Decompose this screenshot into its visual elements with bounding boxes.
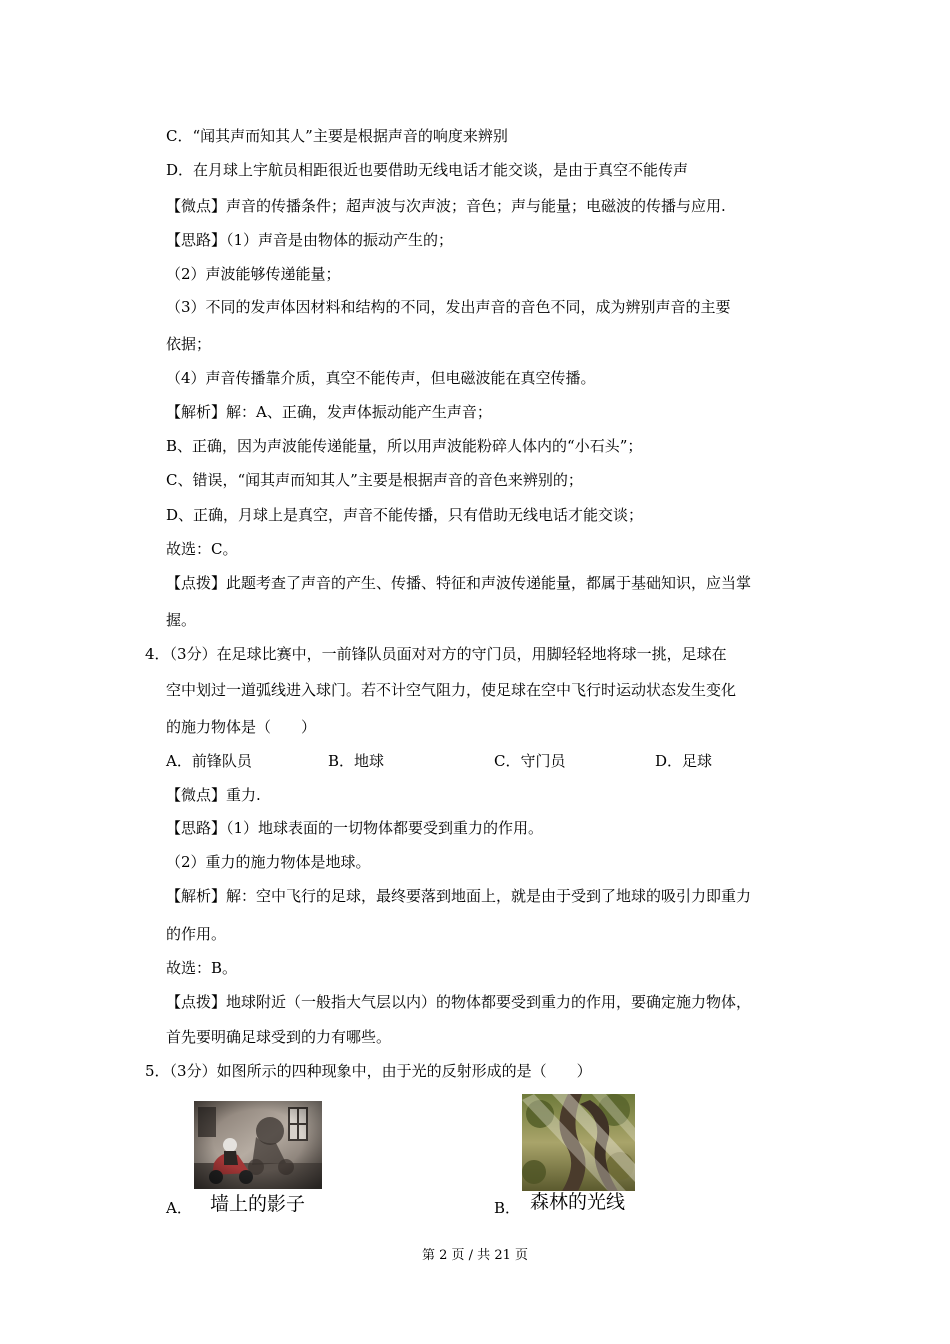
text-line: 【思路】（1）声音是由物体的振动产生的； [166, 231, 454, 249]
text-line: （2）声波能够传递能量； [166, 265, 341, 283]
text-line: 依据； [166, 335, 212, 353]
forest-light-photo [522, 1094, 635, 1191]
text-line: D．在月球上宇航员相距很近也要借助无线电话才能交谈，是由于真空不能传声 [166, 161, 689, 179]
q5-option-b-letter: B． [494, 1199, 521, 1217]
text-line: 【微点】重力. [166, 786, 261, 804]
q5-option-a-caption: 墙上的影子 [210, 1193, 306, 1215]
text-line: C．“闻其声而知其人”主要是根据声音的响度来辨别 [166, 127, 508, 145]
text-line: （3）不同的发声体因材料和结构的不同，发出声音的音色不同，成为辨别声音的主要 [166, 298, 731, 316]
shadow-on-wall-photo [194, 1101, 322, 1189]
page-number: 第 2 页 / 共 21 页 [422, 1248, 528, 1263]
text-line: 【解析】解：空中飞行的足球，最终要落到地面上，就是由于受到了地球的吸引力即重力 [166, 887, 752, 905]
text-line: 首先要明确足球受到的力有哪些。 [166, 1028, 392, 1046]
text-line: （2）重力的施力物体是地球。 [166, 853, 371, 871]
q4-option-a: A．前锋队员 [166, 752, 252, 770]
text-line: C、错误，“闻其声而知其人”主要是根据声音的音色来辨别的； [166, 471, 583, 489]
q4-option-c: C．守门员 [494, 752, 566, 770]
text-line: 的施力物体是（ ） [166, 718, 317, 736]
q4-option-b: B．地球 [328, 752, 385, 770]
question-4-stem: 4．（3分）在足球比赛中，一前锋队员面对对方的守门员，用脚轻轻地将球一挑，足球在 [145, 645, 727, 663]
text-line: 故选：C。 [166, 540, 238, 558]
text-line: 【微点】声音的传播条件；超声波与次声波；音色；声与能量；电磁波的传播与应用. [166, 197, 726, 215]
text-line: 【解析】解：A、正确，发声体振动能产生声音； [166, 403, 492, 421]
text-line: D、正确，月球上是真空，声音不能传播，只有借助无线电话才能交谈； [166, 506, 644, 524]
text-line: 故选：B。 [166, 959, 238, 977]
text-line: B、正确，因为声波能传递能量，所以用声波能粉碎人体内的“小石头”； [166, 437, 643, 455]
text-line: 空中划过一道弧线进入球门。若不计空气阻力，使足球在空中飞行时运动状态发生变化 [166, 681, 737, 699]
q4-option-d: D．足球 [655, 752, 713, 770]
text-line: 【点拨】此题考查了声音的产生、传播、特征和声波传递能量，都属于基础知识，应当掌 [166, 574, 752, 592]
text-line: （4）声音传播靠介质，真空不能传声，但电磁波能在真空传播。 [166, 369, 596, 387]
question-5-stem: 5．（3分）如图所示的四种现象中，由于光的反射形成的是（ ） [145, 1062, 592, 1080]
text-line: 握。 [166, 611, 197, 629]
text-line: 【思路】（1）地球表面的一切物体都要受到重力的作用。 [166, 819, 544, 837]
text-line: 【点拨】地球附近（一般指大气层以内）的物体都要受到重力的作用，要确定施力物体， [166, 993, 752, 1011]
q5-option-a-letter: A． [166, 1199, 192, 1217]
text-line: 的作用。 [166, 925, 227, 943]
q5-option-b-caption: 森林的光线 [530, 1191, 626, 1213]
